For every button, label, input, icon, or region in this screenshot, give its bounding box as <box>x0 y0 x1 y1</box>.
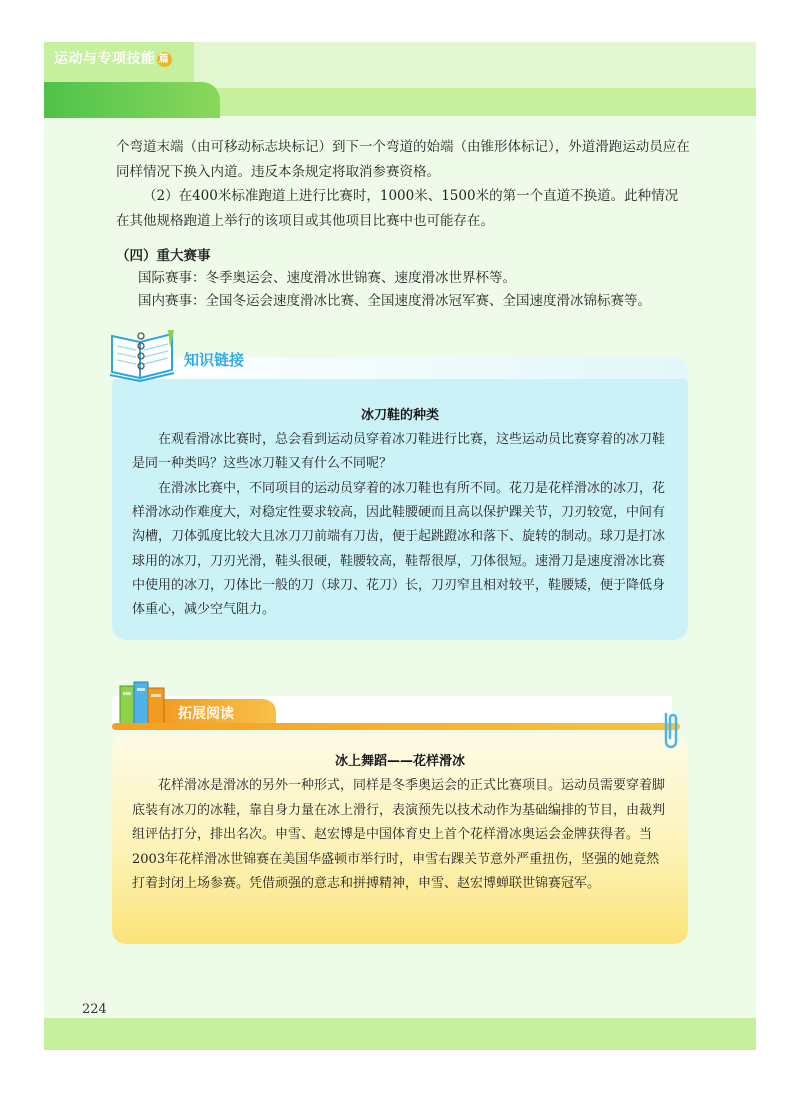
domestic-competitions: 国内赛事：全国冬运会速度滑冰比赛、全国速度滑冰冠军赛、全国速度滑冰锦标赛等。 <box>138 293 651 309</box>
footer-band <box>44 1018 756 1050</box>
extension-title: 冰上舞蹈——花样滑冰 <box>334 754 465 769</box>
extension-paragraph: 花样滑冰是滑冰的另外一种形式，同样是冬季奥运会的正式比赛项目。运动员需要穿着脚底装有冰刀的冰鞋，靠自身力量在冰上滑行，表演预先以技术动作为基础编排的节目，由裁判组评估打分，排出名次。申雪、赵宏博是中国体育史上首个花样滑冰奥运会金牌获得者。当2003年花样滑冰世锦赛在美国华盛顿市举行时，申雪右踝关节意外严重扭伤，坚强的她竟然打着封闭上场参赛。凭借顽强的意志和拼搏精神，申雪、赵宏博蝉联世锦赛冠军。 <box>132 778 666 891</box>
knowledge-paragraph-2: 在滑冰比赛中，不同项目的运动员穿着的冰刀鞋也有所不同。花刀是花样滑冰的冰刀，花样滑冰动作难度大，对稳定性要求较高，因此鞋腰硬而且高以保护踝关节，刀刃较宽，中间有沟槽，刀体弧度比较大且冰刀刀前端有刀齿，便于起跳蹬冰和落下、旋转的制动。球刀是打冰球用的冰刀，刀刃光滑，鞋头很硬，鞋腰较高，鞋帮很厚，刀体很短。速滑刀是速度滑冰比赛中使用的冰刀，刀体比一般的刀（球刀、花刀）长，刀刃窄且相对较平，鞋腰矮，便于降低身体重心，减少空气阻力。 <box>132 481 666 618</box>
knowledge-paragraph-1: 在观看滑冰比赛时，总会看到运动员穿着冰刀鞋进行比赛，这些运动员比赛穿着的冰刀鞋是同一种类吗？这些冰刀鞋又有什么不同呢？ <box>132 432 666 472</box>
competition-list <box>138 267 698 313</box>
extension-divider <box>112 723 680 730</box>
extension-reading-label: 拓展阅读 <box>178 706 234 722</box>
knowledge-link-label: 知识链接 <box>184 351 245 369</box>
notebook-icon <box>108 328 182 382</box>
section-heading: （四）重大赛事 <box>116 248 211 264</box>
chapter-title <box>54 48 172 68</box>
header-tab <box>44 82 220 118</box>
chapter-title-text: 运动与专项技能 <box>54 51 156 67</box>
header-highlight <box>194 42 756 88</box>
paperclip-icon <box>660 708 680 752</box>
chapter-badge: 篇 <box>157 52 172 67</box>
body-paragraph-1: 个弯道末端（由可移动标志块标记）到下一个弯道的始端（由锥形体标记），外道滑跑运动员应在同样情况下换入内道。违反本条规定将取消参赛资格。 <box>116 139 690 180</box>
body-paragraph-2: （2）在400米标准跑道上进行比赛时，1000米、1500米的第一个直道不换道。此种情况在其他规格跑道上举行的该项目或其他项目比赛中也可能存在。 <box>116 188 679 229</box>
knowledge-title: 冰刀鞋的种类 <box>360 408 439 423</box>
page-number: 224 <box>82 1002 107 1017</box>
international-competitions: 国际赛事：冬季奥运会、速度滑冰世锦赛、速度滑冰世界杯等。 <box>138 270 516 286</box>
